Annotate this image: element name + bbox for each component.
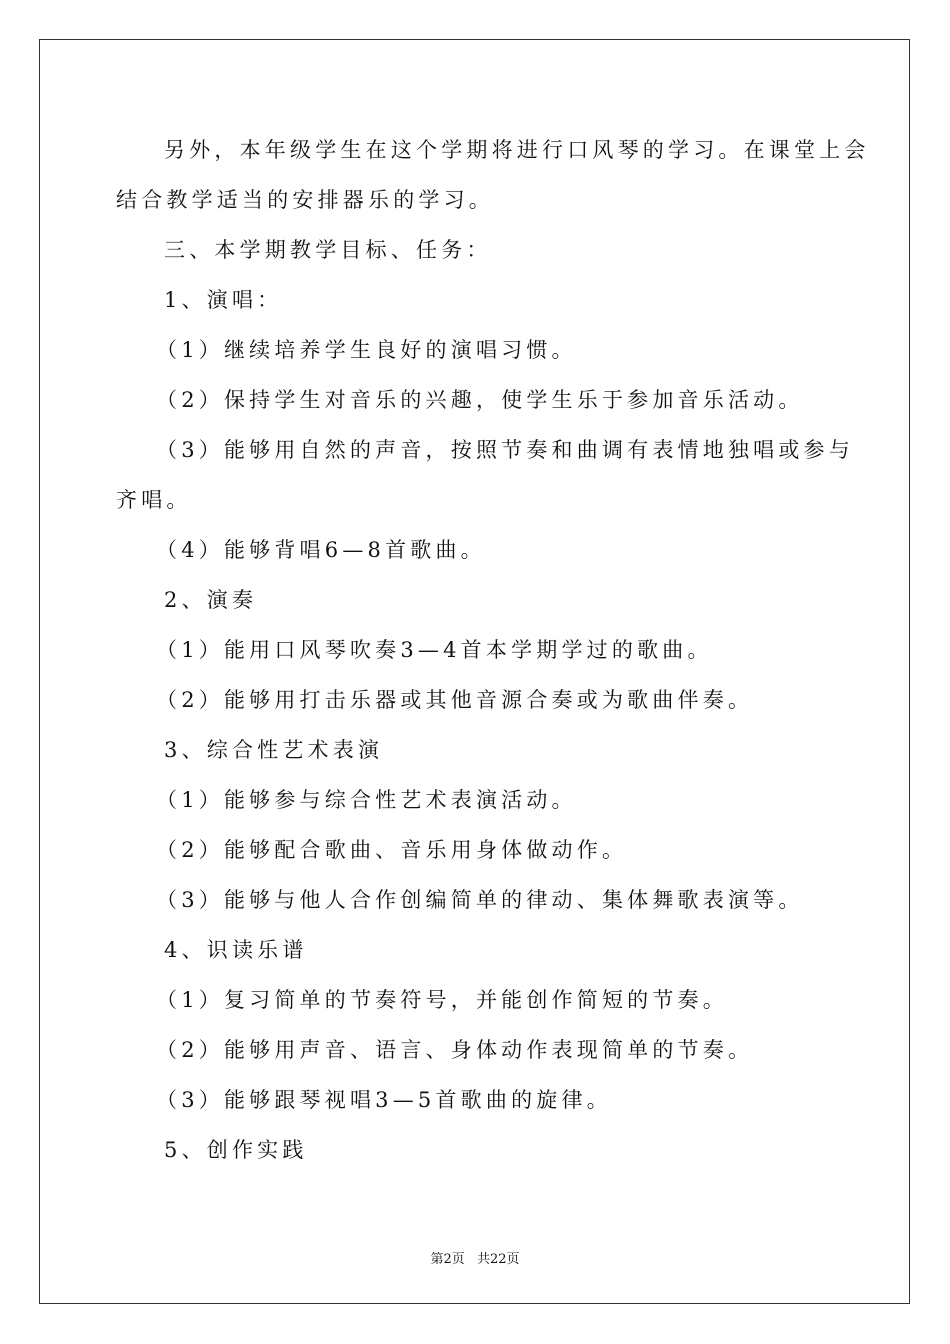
document-body: [116, 130, 870, 1180]
subheading-performance: 3、综合性艺术表演: [164, 738, 384, 762]
list-item-reading-1: （1）复习简单的节奏符号，并能创作简短的节奏。: [156, 988, 728, 1012]
subheading-singing: 1、演唱：: [164, 288, 283, 312]
paragraph-intro-line2: 结合教学适当的安排器乐的学习。: [116, 188, 494, 212]
list-item-reading-2: （2）能够用声音、语言、身体动作表现简单的节奏。: [156, 1038, 754, 1062]
list-item-playing-2: （2）能够用打击乐器或其他音源合奏或为歌曲伴奏。: [156, 688, 754, 712]
list-item-performance-1: （1）能够参与综合性艺术表演活动。: [156, 788, 577, 812]
list-item-singing-1: （1）继续培养学生良好的演唱习惯。: [156, 338, 577, 362]
list-item-singing-3: （3）能够用自然的声音，按照节奏和曲调有表情地独唱或参与: [156, 438, 854, 462]
list-item-playing-1: （1）能用口风琴吹奏3—4首本学期学过的歌曲。: [156, 638, 713, 662]
list-item-singing-2: （2）保持学生对音乐的兴趣，使学生乐于参加音乐活动。: [156, 388, 804, 412]
list-item-reading-3: （3）能够跟琴视唱3—5首歌曲的旋律。: [156, 1088, 612, 1112]
page-number: 第2页: [430, 1252, 465, 1267]
paragraph-intro-line1: 另外，本年级学生在这个学期将进行口风琴的学习。在课堂上会: [164, 138, 870, 162]
list-item-singing-4: （4）能够背唱6—8首歌曲。: [156, 538, 486, 562]
list-item-singing-3-cont: 齐唱。: [116, 488, 192, 512]
section-heading-goals: 三、本学期教学目标、任务：: [164, 238, 492, 262]
subheading-reading: 4、识读乐谱: [164, 938, 308, 962]
subheading-playing: 2、演奏: [164, 588, 258, 612]
list-item-performance-3: （3）能够与他人合作创编简单的律动、集体舞歌表演等。: [156, 888, 804, 912]
subheading-creative: 5、创作实践: [164, 1138, 308, 1162]
page-total: 共22页: [476, 1252, 520, 1267]
list-item-performance-2: （2）能够配合歌曲、音乐用身体做动作。: [156, 838, 628, 862]
page-footer: [0, 1248, 950, 1267]
